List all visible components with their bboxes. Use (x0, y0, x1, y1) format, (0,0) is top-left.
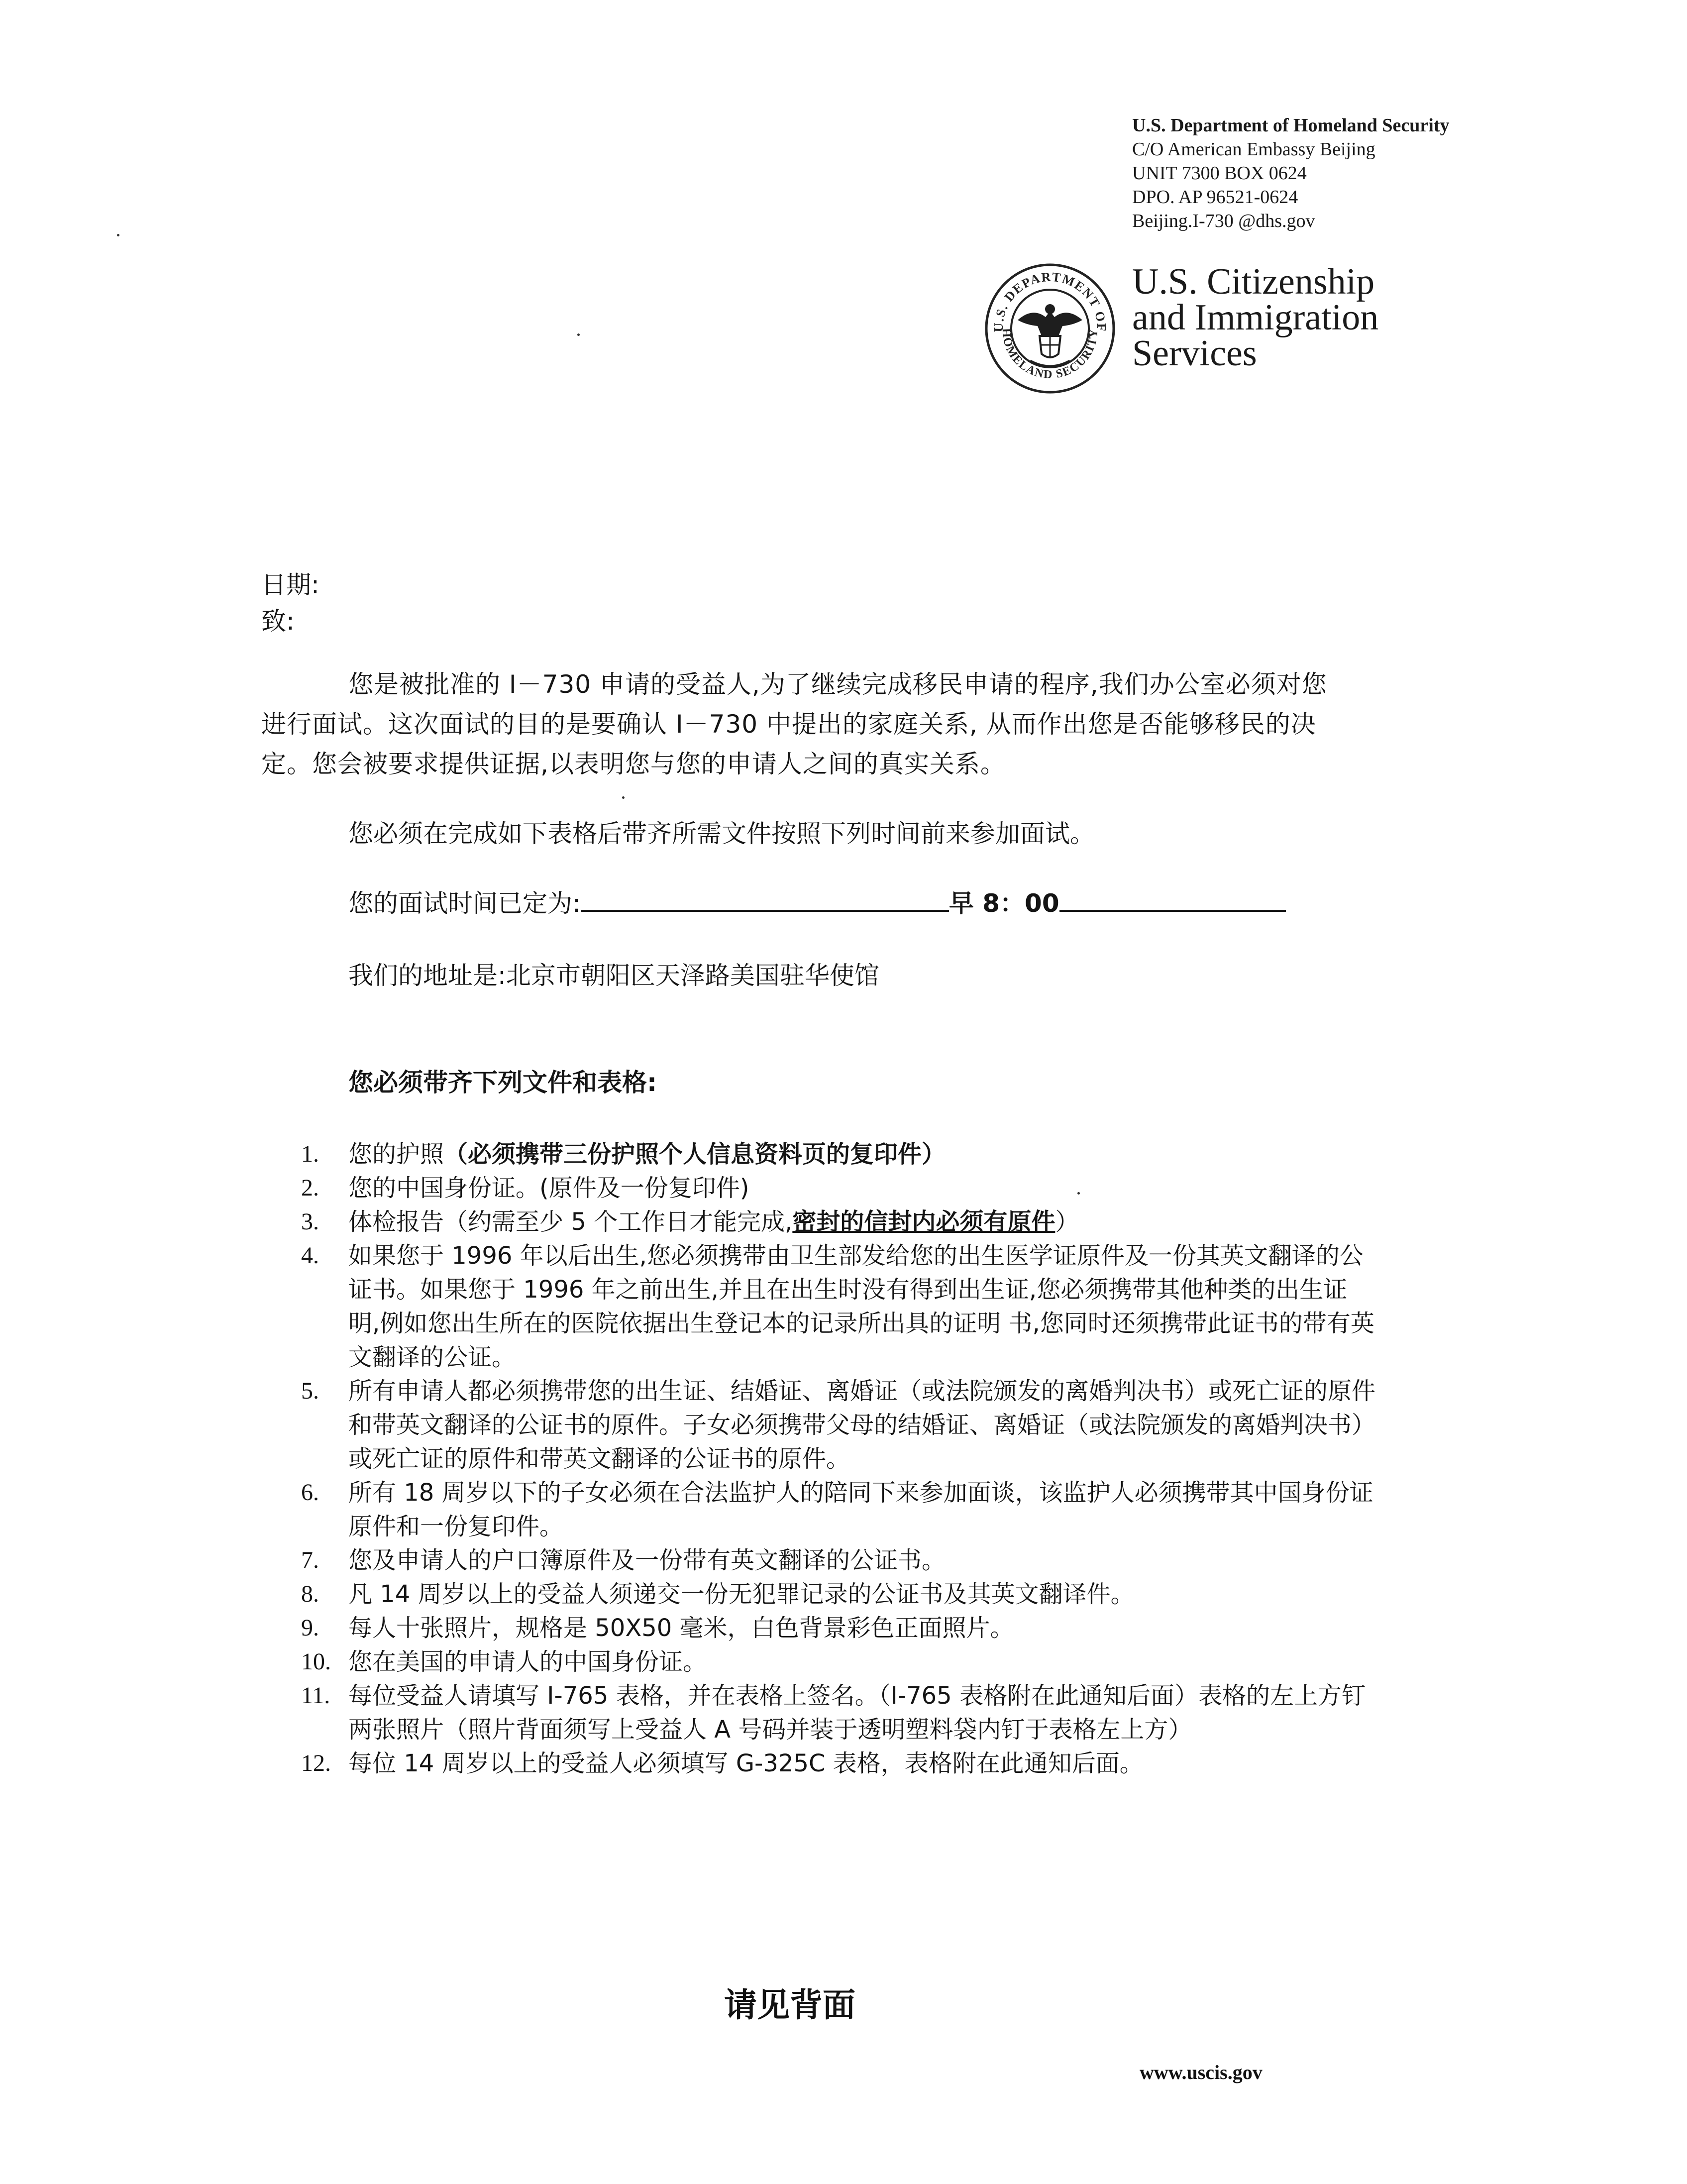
address-line: DPO. AP 96521-0624 (1132, 187, 1298, 208)
list-item-number: 8. (301, 1581, 319, 1607)
list-item (301, 1611, 1376, 1645)
list-item-text: 您在美国的申请人的中国身份证。 (348, 1648, 707, 1676)
agency-name-line: and Immigration (1132, 297, 1379, 338)
list-item (301, 1171, 1376, 1205)
list-item (301, 1645, 1376, 1679)
interview-time: 早 8：00 (949, 889, 1059, 918)
list-item (301, 1239, 1376, 1374)
interview-time-line (348, 883, 1286, 919)
list-item-number: 4. (301, 1242, 319, 1269)
letterhead-address (1132, 113, 1449, 233)
interview-date-blank (581, 888, 949, 912)
interview-time-blank (1059, 888, 1286, 912)
list-item-text: 您的中国身份证。(原件及一份复印件) (348, 1174, 749, 1202)
list-item-number: 7. (301, 1547, 319, 1573)
department-name: U.S. Department of Homeland Security (1132, 115, 1450, 136)
scan-speck (622, 796, 625, 799)
list-item-tail: ） (1055, 1208, 1079, 1236)
scan-speck (1077, 1192, 1080, 1195)
list-item-text: 您及申请人的户口簿原件及一份带有英文翻译的公证书。 (348, 1546, 946, 1574)
list-item (301, 1476, 1376, 1543)
documents-list (301, 1137, 1376, 1780)
see-reverse-note: 请见背面 (724, 1986, 855, 2024)
scan-speck (117, 234, 119, 236)
list-item (301, 1577, 1376, 1611)
list-item-number: 5. (301, 1378, 319, 1404)
list-item (301, 1374, 1376, 1476)
agency-name (1132, 261, 1379, 374)
date-label: 日期: (261, 570, 319, 599)
agency-name-line: U.S. Citizenship (1132, 261, 1375, 302)
list-item-number: 1. (301, 1141, 319, 1167)
list-item-text: 每位 14 周岁以上的受益人必须填写 G-325C 表格，表格附在此通知后面。 (348, 1749, 1144, 1777)
list-item (301, 1205, 1376, 1239)
to-label: 致: (261, 607, 295, 636)
list-item-emphasis: （必须携带三份护照个人信息资料页的复印件） (444, 1140, 946, 1168)
list-item (301, 1137, 1376, 1171)
scan-speck (577, 333, 580, 336)
list-item-text: 每人十张照片，规格是 50X50 毫米，白色背景彩色正面照片。 (348, 1614, 1014, 1642)
seal-top-text: U.S. DEPARTMENT OF (991, 269, 1109, 332)
list-item-number: 11. (301, 1682, 330, 1709)
list-item (301, 1679, 1376, 1747)
list-item-number: 9. (301, 1615, 319, 1641)
list-item-text: 所有申请人都必须携带您的出生证、结婚证、离婚证（或法院颁发的离婚判决书）或死亡证的原件和带英文翻译的公证书的原件。子女必须携带父母的结婚证、离婚证（或法院颁发的离婚判决书）或死亡证的原件和带英文翻译的公证书的原件。 (348, 1377, 1376, 1473)
dhs-seal-icon (983, 261, 1117, 396)
address-line: C/O American Embassy Beijing (1132, 139, 1375, 160)
list-item-number: 10. (301, 1648, 331, 1675)
list-item-number: 3. (301, 1208, 319, 1235)
list-item-text: 体检报告（约需至少 5 个工作日才能完成, (348, 1208, 793, 1236)
list-item (301, 1543, 1376, 1577)
list-item (301, 1747, 1376, 1780)
documents-heading: 您必须带齐下列文件和表格: (348, 1068, 657, 1097)
list-item-number: 2. (301, 1175, 319, 1201)
instruction-text: 您必须在完成如下表格后带齐所需文件按照下列时间前来参加面试。 (348, 819, 1095, 848)
list-item-number: 6. (301, 1479, 319, 1506)
list-item-text: 每位受益人请填写 I-765 表格，并在表格上签名。（I-765 表格附在此通知后面）表格的左上方钉两张照片（照片背面须写上受益人 A 号码并装于透明塑料袋内钉于表格左上方） (348, 1682, 1366, 1744)
address-line: Beijing.I-730 @dhs.gov (1132, 211, 1315, 231)
website-url: www.uscis.gov (1140, 2061, 1263, 2083)
address-line: UNIT 7300 BOX 0624 (1132, 163, 1307, 184)
agency-name-line: Services (1132, 333, 1257, 374)
address-text: 我们的地址是:北京市朝阳区天泽路美国驻华使馆 (348, 961, 879, 990)
seal-bottom-text: HOMELAND SECURITY (999, 328, 1101, 382)
list-item-text: 所有 18 周岁以下的子女必须在合法监护人的陪同下来参加面谈，该监护人必须携带其中国身份证原件和一份复印件。 (348, 1479, 1373, 1540)
interview-label: 您的面试时间已定为: (348, 889, 581, 918)
list-item-emphasis: 密封的信封内必须有原件 (792, 1208, 1055, 1236)
list-item-text: 凡 14 周岁以上的受益人须递交一份无犯罪记录的公证书及其英文翻译件。 (348, 1580, 1135, 1608)
list-item-number: 12. (301, 1750, 331, 1776)
list-item-text: 如果您于 1996 年以后出生,您必须携带由卫生部发给您的出生医学证原件及一份其英文翻译的公证书。如果您于 1996 年之前出生,并且在出生时没有得到出生证,您必须携带其他种类的出生证明,例如您出生所在的医院依据出生登记本的记录所出具的证明 书,您同时还须携带此证书的带有英文翻译的公证。 (348, 1242, 1374, 1371)
intro-paragraph: 您是被批准的 I－730 申请的受益人,为了继续完成移民申请的程序,我们办公室必须对您进行面试。这次面试的目的是要确认 I－730 中提出的家庭关系, 从而作出您是否能够移民的决定。您会被要求提供证据,以表明您与您的申请人之间的真实关系。 (261, 670, 1327, 778)
list-item-text: 您的护照 (348, 1140, 444, 1168)
